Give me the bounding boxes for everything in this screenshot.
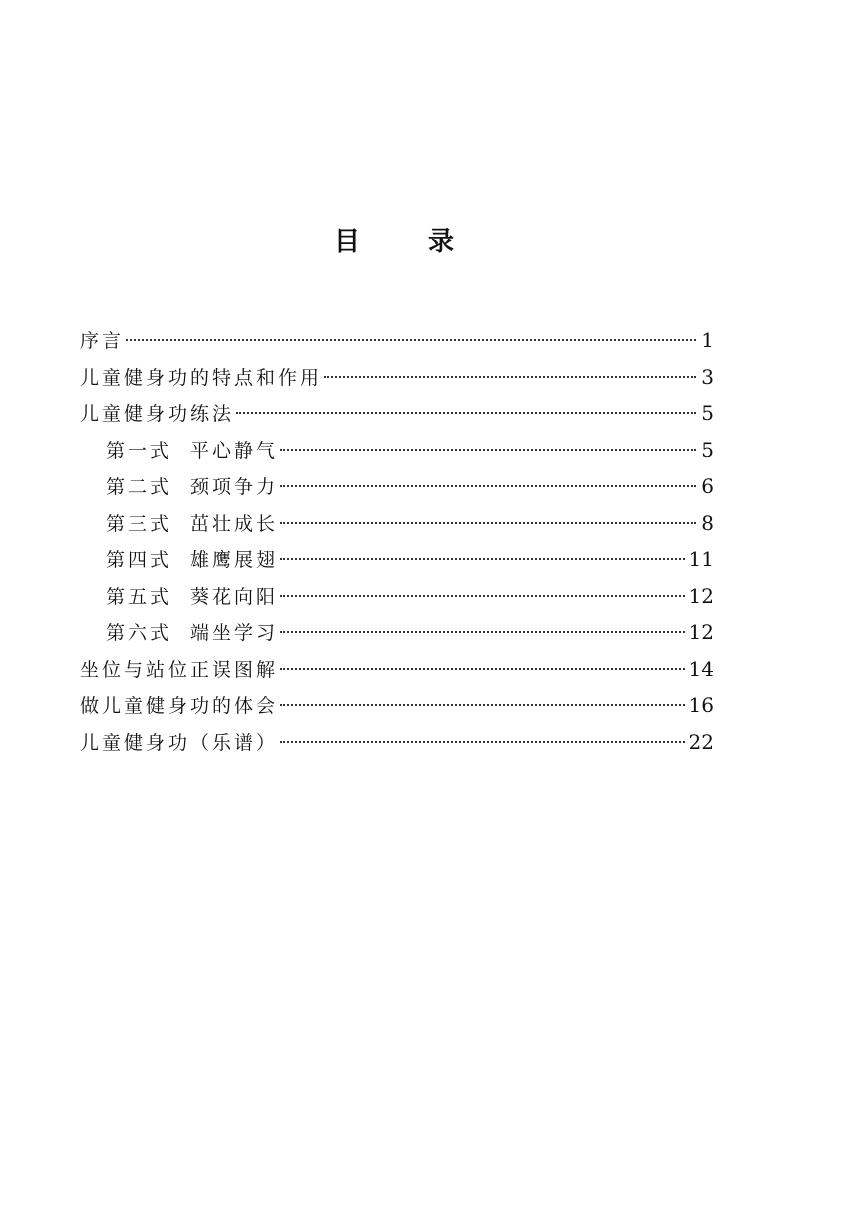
dot-leader [280, 631, 685, 633]
toc-entry-preface[interactable] [80, 322, 714, 359]
toc-entry-form-5[interactable] [80, 578, 714, 615]
toc-entry-label: 儿童健身功的特点和作用 [80, 366, 323, 389]
dot-leader [236, 412, 696, 414]
toc-form-name: 葵花向阳 [190, 585, 279, 608]
toc-page-number: 3 [701, 364, 714, 389]
toc-form-name: 平心静气 [190, 439, 279, 462]
title-char-2: 录 [428, 227, 455, 257]
toc-form-name: 茁壮成长 [190, 512, 279, 535]
table-of-contents [80, 322, 714, 760]
toc-entry-form-3[interactable] [80, 505, 714, 542]
toc-page-number: 11 [688, 547, 714, 571]
toc-page-number: 5 [701, 401, 714, 425]
toc-entry-methods[interactable] [80, 395, 714, 432]
toc-page-number: 1 [701, 328, 714, 352]
dot-leader [280, 704, 685, 706]
toc-form-number: 第三式 [106, 512, 173, 535]
dot-leader [280, 558, 685, 560]
toc-entry-form-1[interactable] [80, 432, 714, 469]
toc-form-number: 第二式 [106, 476, 173, 498]
dot-leader [280, 741, 685, 743]
toc-entry-posture-diagrams[interactable] [80, 651, 714, 688]
toc-page-number: 6 [701, 474, 714, 498]
dot-leader [126, 339, 696, 341]
dot-leader [280, 449, 696, 451]
page-title [0, 222, 844, 262]
toc-entry-form-2[interactable] [80, 468, 714, 505]
toc-form-number: 第一式 [106, 439, 173, 462]
toc-entry-music-score[interactable] [80, 724, 714, 761]
toc-form-name: 颈项争力 [190, 476, 279, 498]
toc-entry-form-4[interactable] [80, 541, 714, 578]
toc-page-number: 14 [688, 656, 714, 681]
toc-form-number: 第四式 [106, 549, 173, 571]
toc-entry-experiences[interactable] [80, 687, 714, 724]
toc-form-name: 端坐学习 [190, 622, 279, 644]
toc-form-number: 第五式 [106, 585, 173, 608]
toc-form-name: 雄鹰展翅 [190, 549, 279, 571]
toc-page-number: 16 [688, 693, 714, 717]
dot-leader [280, 522, 696, 524]
dot-leader [324, 376, 696, 378]
dot-leader [280, 595, 685, 597]
toc-page-number: 8 [701, 510, 714, 535]
toc-page-number: 5 [701, 437, 714, 462]
title-char-1: 目 [334, 227, 361, 257]
toc-entry-label: 坐位与站位正误图解 [80, 658, 279, 681]
toc-entry-form-6[interactable] [80, 614, 714, 651]
toc-page-number: 12 [688, 620, 714, 644]
dot-leader [280, 668, 685, 670]
toc-page-number: 12 [688, 583, 714, 608]
toc-entry-features[interactable] [80, 359, 714, 396]
toc-form-number: 第六式 [106, 622, 173, 644]
toc-entry-label: 儿童健身功（乐谱） [80, 731, 279, 754]
toc-entry-label: 儿童健身功练法 [80, 403, 235, 425]
toc-entry-label: 序言 [80, 330, 125, 352]
toc-entry-label: 做儿童健身功的体会 [80, 695, 279, 717]
toc-page-number: 22 [688, 729, 714, 754]
dot-leader [280, 485, 696, 487]
